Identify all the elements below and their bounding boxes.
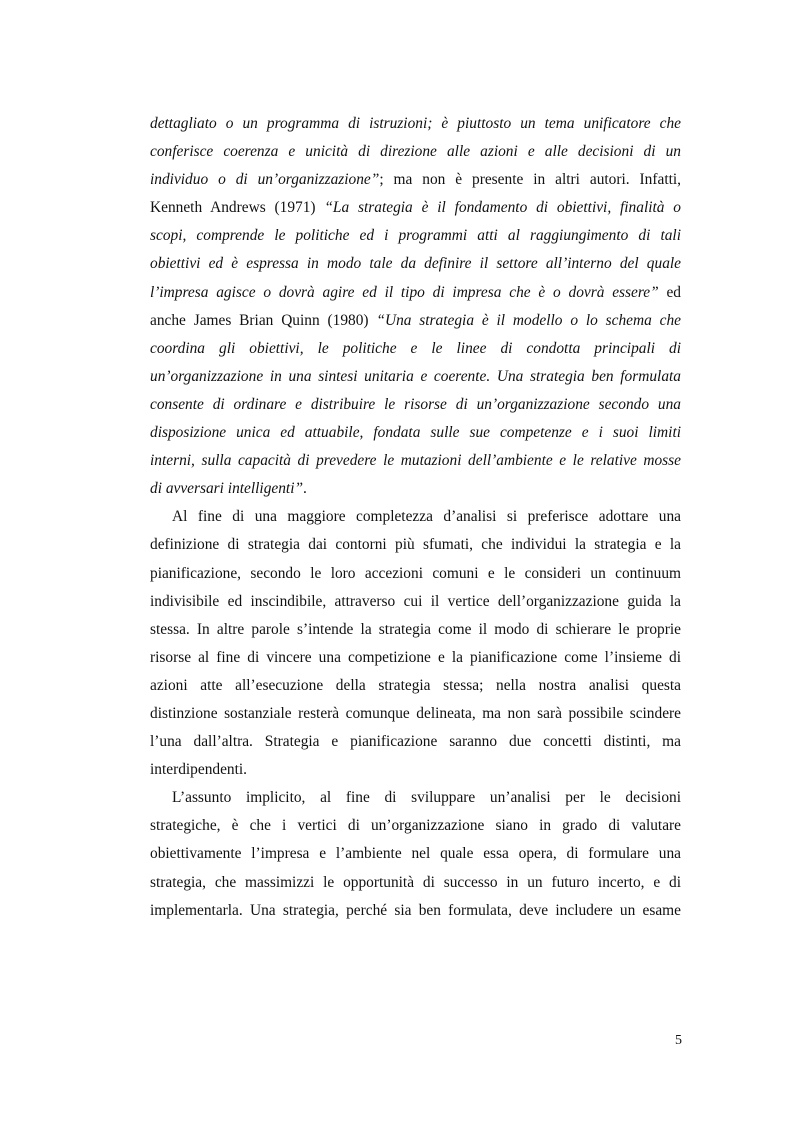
text-span: ; ma non è presente in altri autori. Infatti, — [379, 171, 681, 189]
text-span: definizione di strategia dai contorni più sfumati, che individui la strategia e la — [150, 536, 681, 554]
text-line — [150, 363, 681, 391]
text-span: distinzione sostanziale resterà comunque delineata, ma non sarà possibile scindere — [150, 704, 681, 722]
italic-quote-span: di avversari intelligenti” — [150, 480, 304, 498]
text-span: . — [303, 480, 307, 498]
text-span: anche James Brian Quinn (1980) — [150, 311, 377, 329]
text-span: strategiche, è che i vertici di un’organizzazione siano in grado di valutare — [150, 817, 681, 835]
body-text — [150, 110, 681, 925]
text-line — [150, 138, 681, 166]
text-span: strategia, che massimizzi le opportunità di successo in un futuro incerto, e di — [150, 873, 681, 891]
text-span: Kenneth Andrews (1971) — [150, 199, 325, 217]
text-line — [150, 475, 681, 503]
text-span: interdipendenti. — [150, 761, 248, 779]
text-span: obiettivamente l’impresa e l’ambiente nel quale essa opera, di formulare una — [150, 845, 681, 863]
page-number: 5 — [675, 1033, 682, 1048]
text-line — [150, 307, 681, 335]
text-line — [150, 560, 681, 588]
text-span: implementarla. Una strategia, perché sia ben formulata, deve includere un esame — [150, 901, 681, 919]
italic-quote-span: coordina gli obiettivi, le politiche e le linee di condotta principali di — [150, 339, 681, 357]
italic-quote-span: dettagliato o un programma di istruzioni; è piuttosto un tema unificatore che — [150, 115, 681, 132]
text-line — [150, 897, 681, 925]
text-span: pianificazione, secondo le loro accezioni comuni e le consideri un continuum — [150, 564, 681, 582]
italic-quote-span: interni, sulla capacità di prevedere le mutazioni dell’ambiente e le relative mosse — [150, 452, 681, 470]
text-span: stessa. In altre parole s’intende la strategia come il modo di schierare le proprie — [150, 620, 681, 638]
text-span: L’assunto implicito, al fine di sviluppare un’analisi per le decisioni — [172, 789, 681, 807]
text-line — [150, 728, 681, 756]
text-line — [150, 335, 681, 363]
text-line — [150, 447, 681, 475]
text-line — [150, 812, 681, 840]
text-line — [150, 644, 681, 672]
text-line — [150, 672, 681, 700]
text-span: azioni atte all’esecuzione della strategia stessa; nella nostra analisi questa — [150, 676, 681, 694]
italic-quote-span: consente di ordinare e distribuire le risorse di un’organizzazione secondo una — [150, 395, 681, 413]
text-line — [150, 110, 681, 138]
text-line — [150, 531, 681, 559]
italic-quote-span: disposizione unica ed attuabile, fondata sulle sue competenze e i suoi limiti — [150, 424, 681, 442]
text-line — [150, 194, 681, 222]
italic-quote-span: “Una strategia è il modello o lo schema che — [376, 311, 682, 329]
italic-quote-span: conferisce coerenza e unicità di direzione alle azioni e alle decisioni di un — [150, 143, 681, 161]
text-line — [150, 419, 681, 447]
text-line — [150, 700, 681, 728]
text-line — [150, 391, 681, 419]
text-line — [150, 250, 681, 278]
text-line — [150, 166, 681, 194]
text-span: risorse al fine di vincere una competizione e la pianificazione come l’insieme di — [150, 648, 681, 666]
text-line — [150, 840, 681, 868]
italic-quote-span: individuo o di un’organizzazione” — [150, 171, 380, 189]
italic-quote-span: scopi, comprende le politiche ed i programmi atti al raggiungimento di tali — [150, 227, 681, 245]
text-line — [150, 588, 681, 616]
text-span: l’una dall’altra. Strategia e pianificazione saranno due concetti distinti, ma — [150, 733, 681, 751]
text-line — [150, 503, 681, 531]
text-line — [150, 222, 681, 250]
italic-quote-span: obiettivi ed è espressa in modo tale da definire il settore all’interno del quale — [150, 255, 681, 273]
italic-quote-span: “La strategia è il fondamento di obiettivi, finalità o — [324, 199, 681, 217]
italic-quote-span: un’organizzazione in una sintesi unitaria e coerente. Una strategia ben formulata — [150, 367, 681, 385]
text-span: Al fine di una maggiore completezza d’analisi si preferisce adottare una — [172, 508, 681, 526]
text-line — [150, 869, 681, 897]
text-line — [150, 784, 681, 812]
text-span: indivisibile ed inscindibile, attraverso cui il vertice dell’organizzazione guida la — [150, 592, 681, 610]
text-line — [150, 756, 681, 784]
text-line — [150, 616, 681, 644]
text-span: ed — [658, 283, 681, 301]
text-line — [150, 279, 681, 307]
italic-quote-span: l’impresa agisce o dovrà agire ed il tipo di impresa che è o dovrà essere” — [150, 283, 659, 301]
